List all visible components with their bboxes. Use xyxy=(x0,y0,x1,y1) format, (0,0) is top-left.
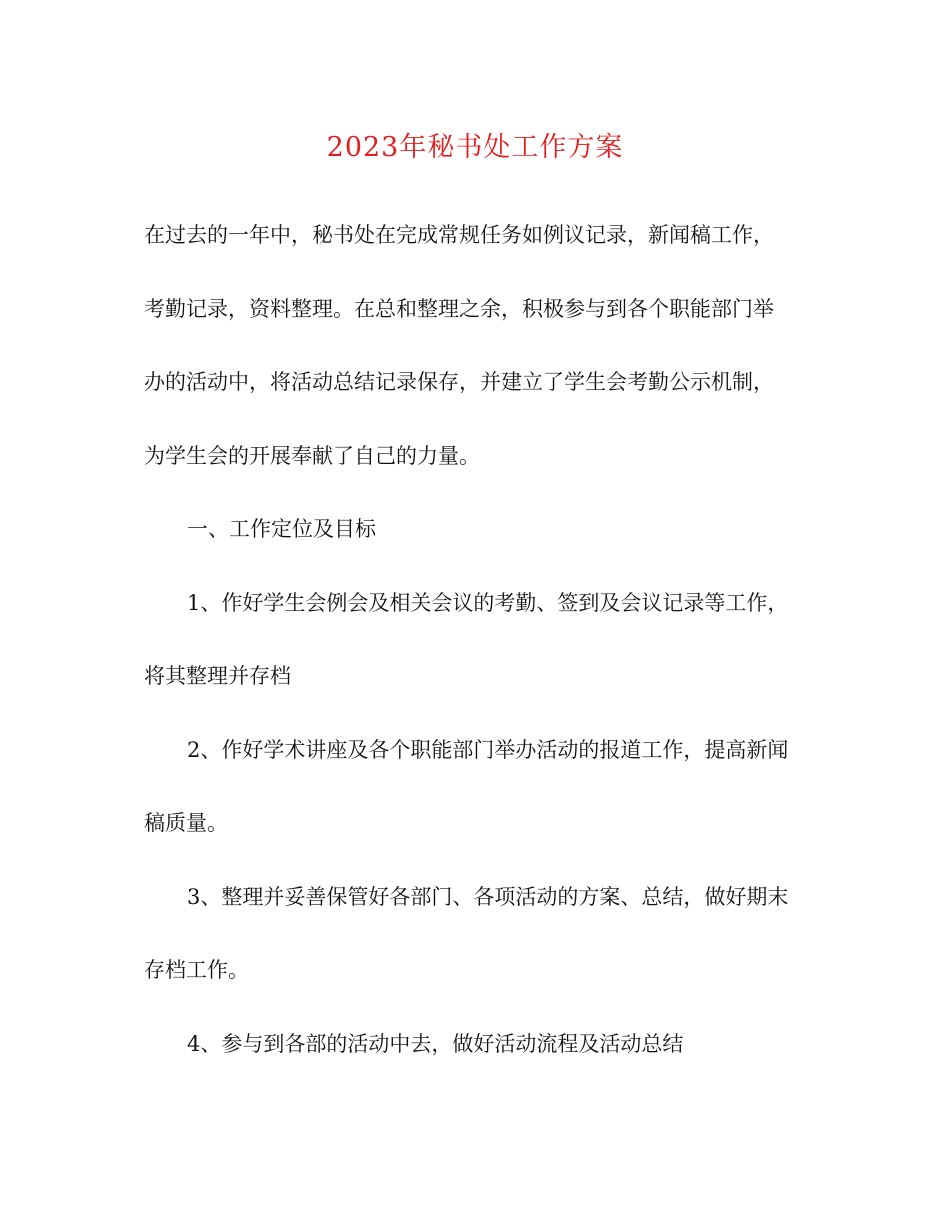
intro-line-2: 考勤记录，资料整理。在总和整理之余，积极参与到各个职能部门举 xyxy=(144,297,774,321)
item-3-line-1: 3、整理并妥善保管好各部门、各项活动的方案、总结，做好期末 xyxy=(187,885,789,909)
item-2-line-2: 稿质量。 xyxy=(144,811,228,835)
intro-line-4: 为学生会的开展奉献了自己的力量。 xyxy=(144,444,480,468)
item-4-line-1: 4、参与到各部的活动中去，做好活动流程及活动总结 xyxy=(187,1032,684,1056)
intro-line-3: 办的活动中，将活动总结记录保存，并建立了学生会考勤公示机制， xyxy=(144,370,774,394)
section-heading: 一、工作定位及目标 xyxy=(187,517,376,541)
item-2-line-1: 2、作好学术讲座及各个职能部门举办活动的报道工作，提高新闻 xyxy=(187,738,789,762)
intro-line-1: 在过去的一年中，秘书处在完成常规任务如例议记录，新闻稿工作， xyxy=(144,223,774,247)
item-1-line-1: 1、作好学生会例会及相关会议的考勤、签到及会议记录等工作， xyxy=(187,591,789,615)
item-3-line-2: 存档工作。 xyxy=(144,958,249,982)
item-1-line-2: 将其整理并存档 xyxy=(144,664,291,688)
document-title: 2023年秘书处工作方案 xyxy=(326,132,624,163)
